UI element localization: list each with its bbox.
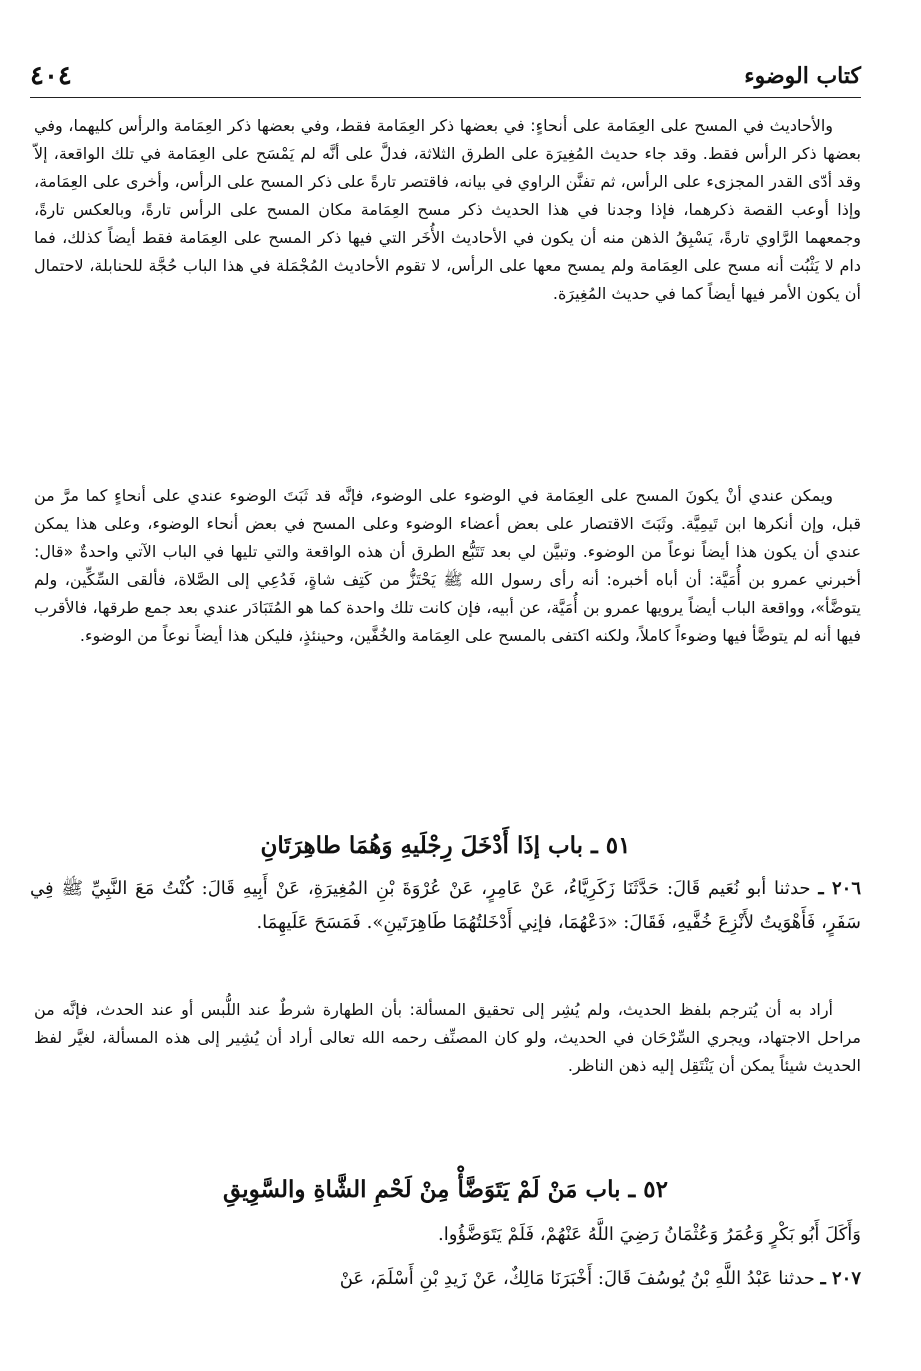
hadith-207-text: حدثنا عَبْدُ اللَّهِ بْنُ يُوسُفَ قَالَ: أَخْبَرَنَا مَالِكٌ، عَنْ زَيدِ بْنِ أَسْلَمَ، عَنْ xyxy=(339,1268,815,1289)
chapter-heading-51: ٥١ ـ باب إذَا أَدْخَلَ رِجْلَيهِ وَهُمَا طاهِرَتَانِ xyxy=(260,832,631,859)
commentary-paragraph-3: أراد به أن يُترجم بلفظ الحديث، ولم يُشِر إلى تحقيق المسألة: بأن الطهارة شرطٌ عند اللُّبس أو عند الحدث، فإنَّه من مراحل الاجتهاد، ويجري السِّرْحَان في الحديث، ولو كان المصنِّف رحمه الله تعالى أراد أن يُشِير إلى هذه المسألة، لغيَّر لفظ الحديث شيئاً يمكن أن يَنْتَقِل إليه ذهن الناظر. xyxy=(34,1000,861,1075)
page-header xyxy=(30,55,861,98)
commentary-paragraph-1: والأحاديث في المسح على العِمَامة على أنحاءٍ: في بعضها ذكر العِمَامة فقط، وفي بعضها ذكر العِمَامة والرأس كليهما، وفي بعضها ذكر الرأس فقط. وقد جاء حديث المُغِيرَة على الطرق الثلاثة، فدلَّ على أنَّه لم يَمْسَح على العِمَامة في تلك الواقعة، إلاّ وقد أدّى القدر المجزىء على الرأس، ثم تفنَّن الراوي في بيانه، فاقتصر تارةً على ذكر المسح على الرأس، وأخرى على العِمَامة، وإذا أوعب القصة ذكرهما، فإذا وجدنا في هذا الحديث ذكر مسح العِمَامة مكان المسح على الرأس تارةً، وبالعكس تارةً، وجمعهما الرَّاوي تارةً، يَسْبِقُ الذهن منه أن يكون في الأحاديث الأُخَر التي فيها ذكر المسح على العِمَامة فقط أيضاً كذلك، فما دام لا يَثْبُت أنه مسح على العِمَامة ولم يمسح معها على الرأس، لا تقوم الأحاديث المُجْمَلة في هذا الباب حُجَّة للحنابلة، لاحتمال أن يكون الأمر فيها أيضاً كما في حديث المُغِيرَة. xyxy=(34,116,861,303)
commentary-paragraph-2: ويمكن عندي أنْ يكونَ المسح على العِمَامة في الوضوء على الوضوء، فإنَّه قد ثَبَتَ الوضوء عندي على أنحاءٍ كما مرَّ من قبل، وإن أنكرها ابن تَيمِيَّة. وثَبَتَ الاقتصار على بعض أعضاء الوضوء وعلى المسح في بعض أنحاء الوضوء، وعلى هذا يمكن عندي أن يكون هذا أيضاً نوعاً من الوضوء. وتبيَّن لي بعد تَتَبُّع الطرق أن هذه الواقعة والتي تليها في الباب الآتي واحدةٌ «قال: أخبرني عمرو بن أُمَيَّة: أن أباه أخبره: أنه رأى رسول الله ﷺ يَحْتَزُّ من كَتِف شاةٍ، فَدُعِي إلى الصَّلاة، فألقى السِّكِّين، ولم يتوضَّأ»، وواقعة الباب أيضاً يرويها عمرو بن أُمَيَّة، عن أبيه، فإن كانت تلك واحدة كما هو المُتَبَادَر عندي بعد جمع طرقها، فالأقرب فيها أنه لم يتوضَّأ فيها وضوءاً كاملاً، ولكنه اكتفى بالمسح على العِمَامة والخُفَّين، وحينئذٍ، فليكن هذا أيضاً نوعاً من الوضوء. xyxy=(34,486,861,645)
hadith-207 xyxy=(30,1262,861,1296)
hadith-206-text: حدثنا أبو نُعَيم قَالَ: حَدَّثَنَا زَكَرِيَّاءُ، عَنْ عَامِرٍ، عَنْ عُرْوَةَ بْنِ المُغِيرَةِ، عَنْ أَبِيهِ قَالَ: كُنْتُ مَعَ النَّبِيِّ ﷺ فِي سَفَرٍ، فَأَهْوَيتُ لأَنْزِعَ خُفَّيهِ، فَقَالَ: «دَعْهُمَا، فإنِي أَدْخَلتُهُمَا طَاهِرَتَينِ». فَمَسَحَ عَلَيهِمَا. xyxy=(30,878,861,933)
page-number: ٤٠٤ xyxy=(30,61,72,91)
running-title: كتاب الوضوء xyxy=(744,63,861,89)
athar-52: وَأَكَلَ أَبُو بَكْرٍ وَعُمَرُ وَعُثْمَانُ رَضِيَ اللَّهُ عَنْهُمْ، فَلَمْ يَتَوَضَّؤُوا. xyxy=(438,1224,861,1245)
hadith-207-number: ٢٠٧ ـ xyxy=(820,1268,861,1289)
hadith-206-number: ٢٠٦ ـ xyxy=(818,878,861,899)
chapter-heading-52: ٥٢ ـ باب مَنْ لَمْ يَتَوَضَّأْ مِنْ لَحْمِ الشَّاةِ والسَّوِيقِ xyxy=(223,1176,668,1203)
hadith-206 xyxy=(30,872,861,940)
